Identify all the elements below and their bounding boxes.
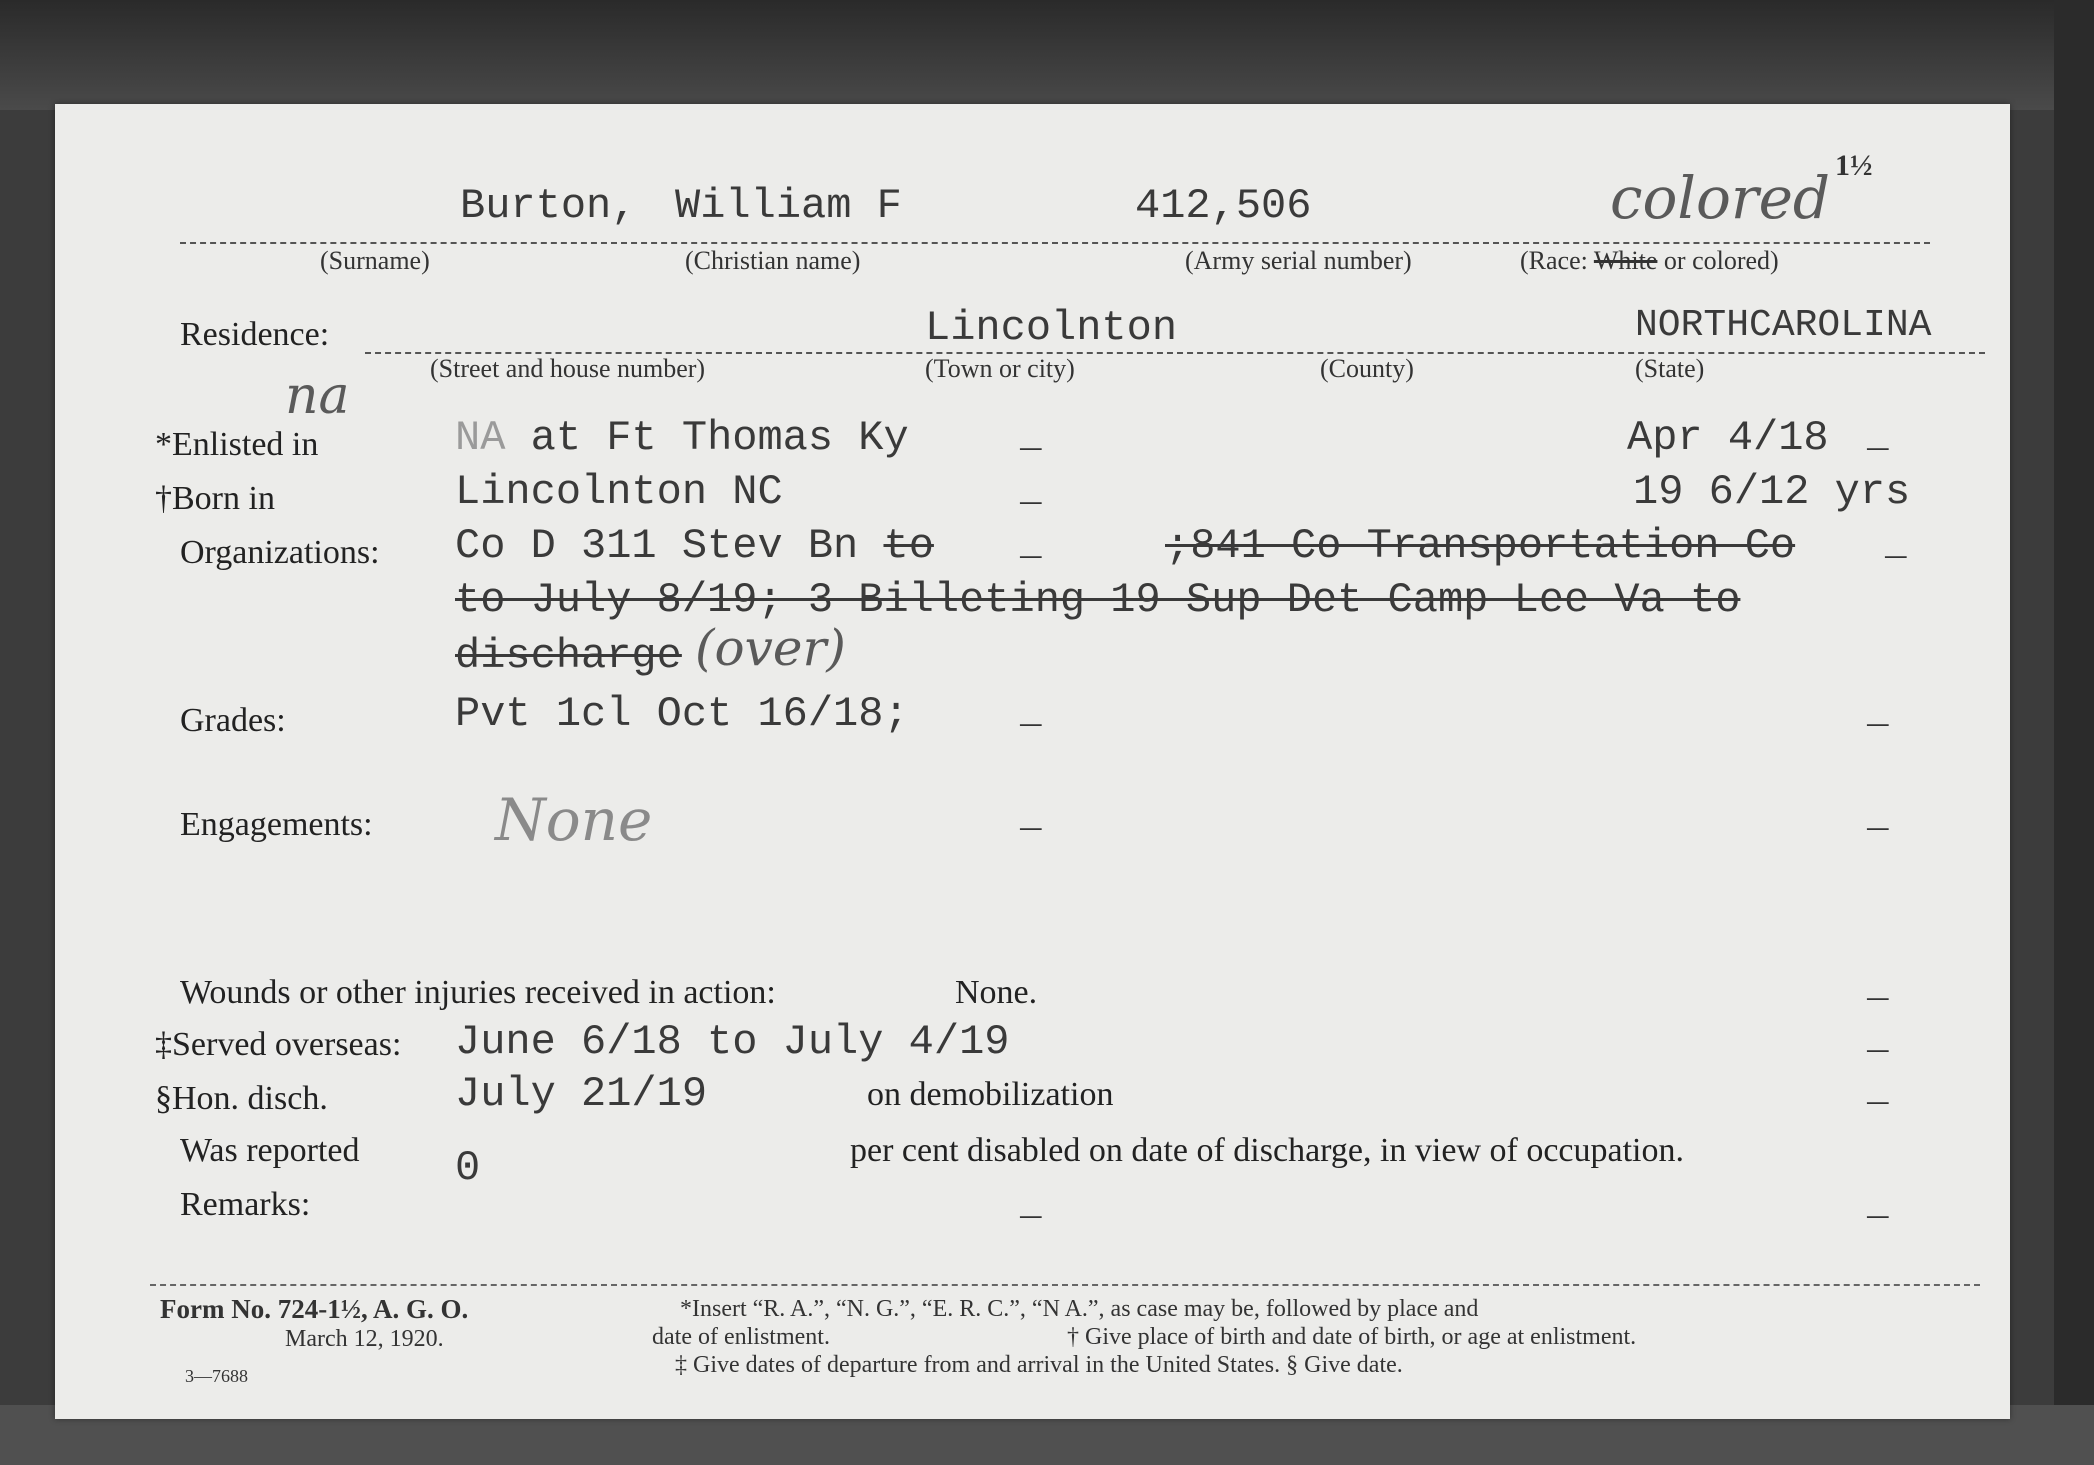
organizations-line-1c: ;841 Co Transportation Co — [1165, 522, 1796, 570]
wounds-label: Wounds or other injuries received in action: — [180, 974, 776, 1011]
enlisted-place: at Ft Thomas Ky — [530, 414, 909, 462]
race-caption-prefix: (Race: — [1520, 246, 1588, 275]
organizations-line-1 — [455, 522, 934, 570]
reported-label: Was reported — [180, 1132, 360, 1169]
footer-note-2b: † Give place of birth and date of birth, or age at enlistment. — [1067, 1324, 1637, 1350]
organizations-dash-mid: _ — [1020, 524, 1042, 565]
footer-note-1: *Insert “R. A.”, “N. G.”, “E. R. C.”, “N A.”, as case may be, followed by place and — [680, 1296, 1479, 1322]
discharge-label — [155, 1080, 328, 1118]
engagements-dash-end: _ — [1867, 796, 1889, 837]
christian-name-value: William F — [675, 182, 902, 230]
born-dash-mid: _ — [1020, 470, 1042, 511]
residence-label: Residence: — [180, 316, 330, 353]
enlisted-prefix: NA — [455, 414, 506, 462]
born-label-text: Born in — [172, 480, 275, 517]
overseas-dash-end: _ — [1867, 1018, 1889, 1059]
enlisted-dash-end: _ — [1867, 416, 1889, 457]
engagements-label: Engagements: — [180, 806, 373, 843]
born-age: 19 6/12 yrs — [1633, 468, 1911, 516]
background-right — [2054, 0, 2094, 1465]
card-fraction: 1½ — [1835, 149, 1873, 182]
enlisted-label-text: Enlisted in — [172, 426, 319, 463]
state-caption: (State) — [1635, 354, 1705, 383]
christian-name-caption: (Christian name) — [685, 246, 861, 275]
organizations-note: (over) — [695, 619, 846, 677]
footer-form-date: March 12, 1920. — [285, 1326, 444, 1352]
enlisted-mark: * — [155, 426, 172, 463]
overseas-label-text: Served overseas: — [172, 1026, 402, 1063]
footer-note-3: ‡ Give dates of departure from and arrival in the United States. § Give date. — [675, 1352, 1403, 1378]
enlisted-date: Apr 4/18 — [1627, 414, 1829, 462]
race-caption-white: White — [1593, 246, 1658, 275]
enlisted-dash-mid: _ — [1020, 416, 1042, 457]
organizations-line-3: discharge — [455, 632, 682, 680]
organizations-dash-end: _ — [1885, 524, 1907, 565]
name-line — [180, 242, 1930, 244]
discharge-dash-end: _ — [1867, 1070, 1889, 1111]
born-place: Lincolnton NC — [455, 468, 783, 516]
overseas-value: June 6/18 to July 4/19 — [455, 1018, 1010, 1066]
race-caption-suffix: or colored) — [1663, 246, 1779, 275]
born-label — [155, 480, 275, 518]
enlisted-label — [155, 426, 318, 464]
footer-form-number: Form No. 724-1½, A. G. O. — [160, 1294, 469, 1324]
remarks-dash-mid: _ — [1020, 1184, 1042, 1225]
county-caption: (County) — [1320, 354, 1414, 383]
grades-value: Pvt 1cl Oct 16/18; — [455, 690, 909, 738]
surname-value: Burton, — [460, 182, 637, 230]
serial-number-value: 412,506 — [1135, 182, 1312, 230]
discharge-label-text: Hon. disch. — [172, 1080, 328, 1117]
overseas-label — [155, 1026, 401, 1064]
overseas-mark: ‡ — [155, 1026, 172, 1063]
footer-code: 3—7688 — [185, 1366, 248, 1386]
enlisted-value — [455, 414, 909, 462]
residence-town: Lincolnton — [925, 304, 1178, 352]
reported-value: 0 — [455, 1144, 481, 1192]
race-value: colored — [1610, 164, 1831, 232]
discharge-date: July 21/19 — [455, 1070, 708, 1118]
remarks-label: Remarks: — [180, 1186, 311, 1223]
footer-note-2a: date of enlistment. — [652, 1324, 830, 1350]
street-caption: (Street and house number) — [430, 354, 706, 383]
organizations-label: Organizations: — [180, 534, 380, 571]
grades-dash-mid: _ — [1020, 692, 1042, 733]
engagements-dash-mid: _ — [1020, 796, 1042, 837]
enlisted-annotation: na — [285, 366, 350, 426]
footer-divider — [150, 1284, 1980, 1286]
grades-label: Grades: — [180, 702, 286, 739]
background-top — [0, 0, 2094, 110]
surname-caption: (Surname) — [320, 246, 430, 275]
remarks-dash-end: _ — [1867, 1184, 1889, 1225]
race-caption — [1520, 246, 1779, 276]
town-caption: (Town or city) — [925, 354, 1075, 383]
organizations-line-1a: Co D 311 Stev Bn — [455, 522, 884, 570]
record-card — [55, 104, 2010, 1419]
engagements-value: None — [495, 786, 653, 854]
residence-state: NORTHCAROLINA — [1635, 304, 1932, 347]
discharge-text: on demobilization — [867, 1076, 1114, 1113]
organizations-line-2: to July 8/19; 3 Billeting 19 Sup Det Camp Lee Va to — [455, 576, 1741, 624]
discharge-mark: § — [155, 1080, 172, 1117]
grades-dash-end: _ — [1867, 692, 1889, 733]
wounds-value: None. — [955, 974, 1038, 1011]
serial-caption: (Army serial number) — [1185, 246, 1412, 275]
born-mark: † — [155, 480, 172, 517]
reported-text: per cent disabled on date of discharge, in view of occupation. — [850, 1132, 1684, 1169]
wounds-dash-end: _ — [1867, 966, 1889, 1007]
organizations-line-1b: to — [883, 522, 934, 570]
